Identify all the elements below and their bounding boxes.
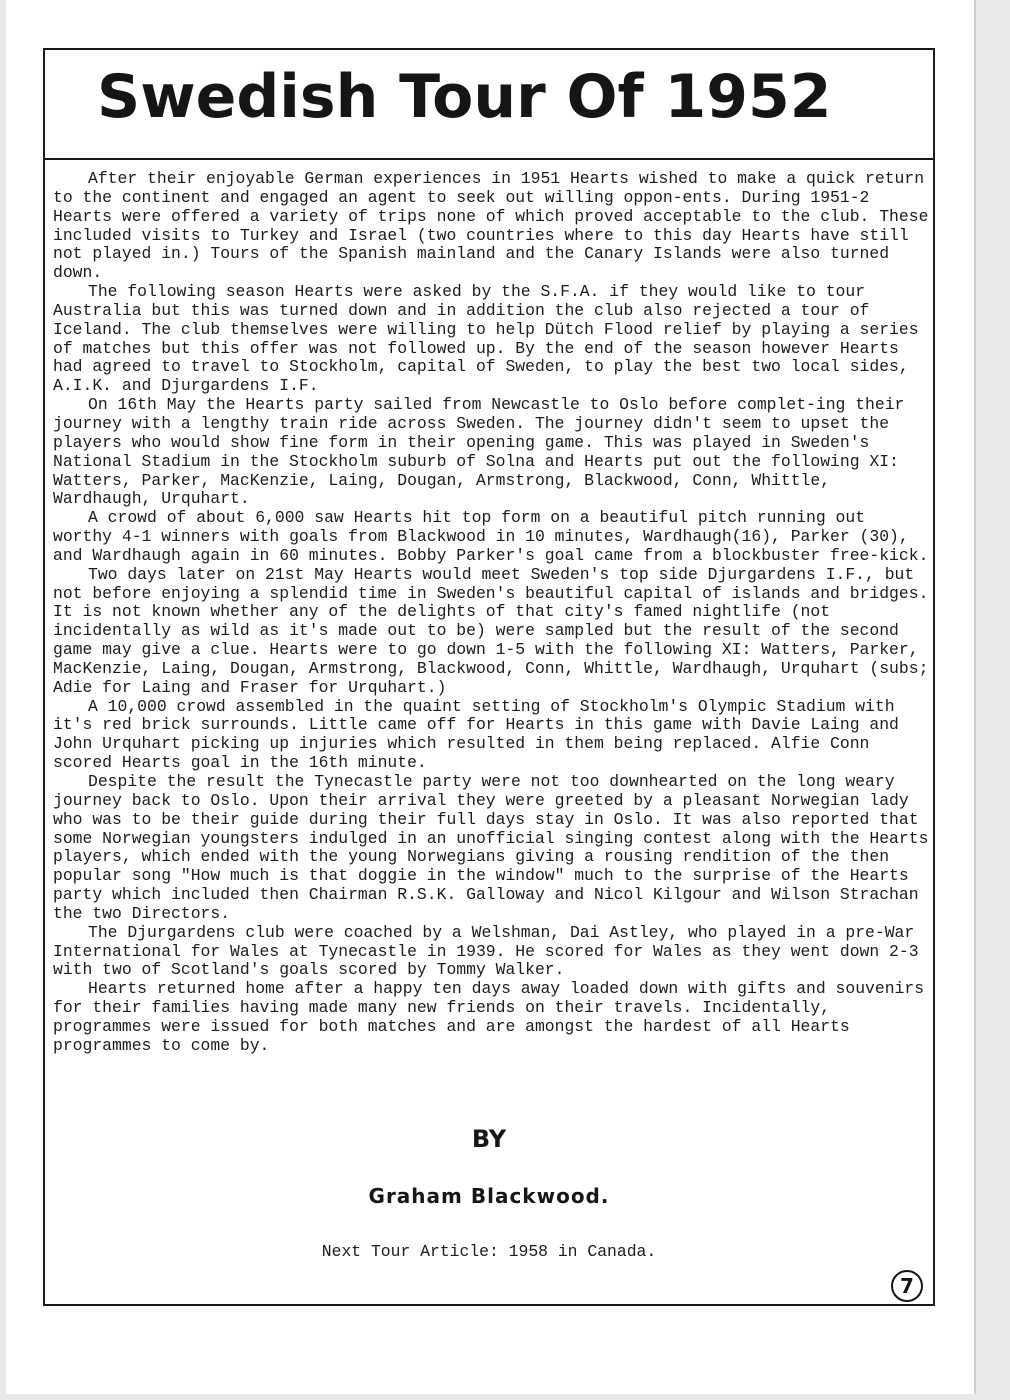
paragraph: The following season Hearts were asked by the S.F.A. if they would like to tour Australia but this was turned down and in addition the club also rejected a tour of Iceland. The club themselves were willing to help Dütch Flood relief by playing a series of matches but this offer was not followed up. By the end of the season however Hearts had agreed to travel to Stockholm, capital of Sweden, to play the best two local sides, A.I.K. and Djurgardens I.F. — [53, 282, 919, 396]
title-box — [45, 50, 933, 160]
page-number: 7 — [891, 1270, 923, 1302]
paragraph: After their enjoyable German experiences in 1951 Hearts wished to make a quick return to the continent and engaged an agent to seek out willing oppon-ents. During 1951-2 Hearts were offered a variety of trips none of which proved acceptable to the club. These included visits to Turkey and Israel (two countries where to this day Hearts have still not played in.) Tours of the Spanish mainland and the Canary Islands were also turned down. — [53, 169, 929, 283]
paragraph: A crowd of about 6,000 saw Hearts hit top form on a beautiful pitch running out worthy 4-1 winners with goals from Blackwood in 10 minutes, Wardhaugh(16), Parker (30), and Wardhaugh again in 60 minutes. Bobby Parker's goal came from a blockbuster free-kick. — [53, 508, 929, 565]
byline-author: Graham Blackwood. — [368, 1184, 610, 1208]
article-body — [53, 170, 933, 1056]
paragraph: Hearts returned home after a happy ten days away loaded down with gifts and souvenirs for their families having made many new friends on their travels. Incidentally, programmes were issued for both matches and are amongst the hardest of all Hearts programmes to come by. — [53, 979, 925, 1055]
paragraph: A 10,000 crowd assembled in the quaint setting of Stockholm's Olympic Stadium with it's red brick surrounds. Little came off for Hearts in this game with Davie Laing and John Urquhart picking up injuries which resulted in them being replaced. Alfie Conn scored Hearts goal in the 16th minute. — [53, 696, 899, 773]
byline-by: BY — [471, 1125, 507, 1153]
paragraph: The Djurgardens club were coached by a Welshman, Dai Astley, who played in a pre-War International for Wales at Tynecastle in 1939. He scored for Wales as they went down 2-3 with two of Scotland's goals scored by Tommy Walker. — [53, 922, 919, 980]
next-article-note: Next Tour Article: 1958 in Canada. — [321, 1242, 657, 1261]
paragraph: Two days later on 21st May Hearts would meet Sweden's top side Djurgardens I.F., but not before enjoying a splendid time in Sweden's beautiful capital of islands and bridges. It is not known whether any of the delights of that city's famed nightlife (not incidentally as wild as it's made out to be) were sampled but the result of the second game may give a clue. Hearts were to go down 1-5 with the following XI: Watters, Parker, MacKenzie, Laing, Dougan, Armstrong, Blackwood, Conn, Whittle, Wardhaugh, Urquhart (subs; Adie for Laing and Fraser for Urquhart.) — [53, 564, 929, 697]
page-sheet — [6, 0, 976, 1394]
article-frame — [43, 48, 935, 1306]
page-title: Swedish Tour Of 1952 — [97, 62, 832, 132]
paragraph: Despite the result the Tynecastle party were not too downhearted on the long weary journey back to Oslo. Upon their arrival they were greeted by a pleasant Norwegian lady who was to be their guide during their full days stay in Oslo. It was also reported that some Norwegian youngsters indulged in an unofficial singing contest along with the Hearts players, which ended with the young Norwegians giving a rousing rendition of the then popular song "How much is that doggie in the window" much to the surprise of the Hearts party which included then Chairman R.S.K. Galloway and Nicol Kilgour and Wilson Strachan the two Directors. — [53, 772, 929, 923]
paragraph: On 16th May the Hearts party sailed from Newcastle to Oslo before complet-ing their journey with a lengthy train ride across Sweden. The journey didn't seem to upset the players who would show fine form in their opening game. This was played in Sweden's National Stadium in the Stockholm suburb of Solna and Hearts put out the following XI: Watters, Parker, MacKenzie, Laing, Dougan, Armstrong, Blackwood, Conn, Whittle, Wardhaugh, Urquhart. — [53, 395, 905, 509]
